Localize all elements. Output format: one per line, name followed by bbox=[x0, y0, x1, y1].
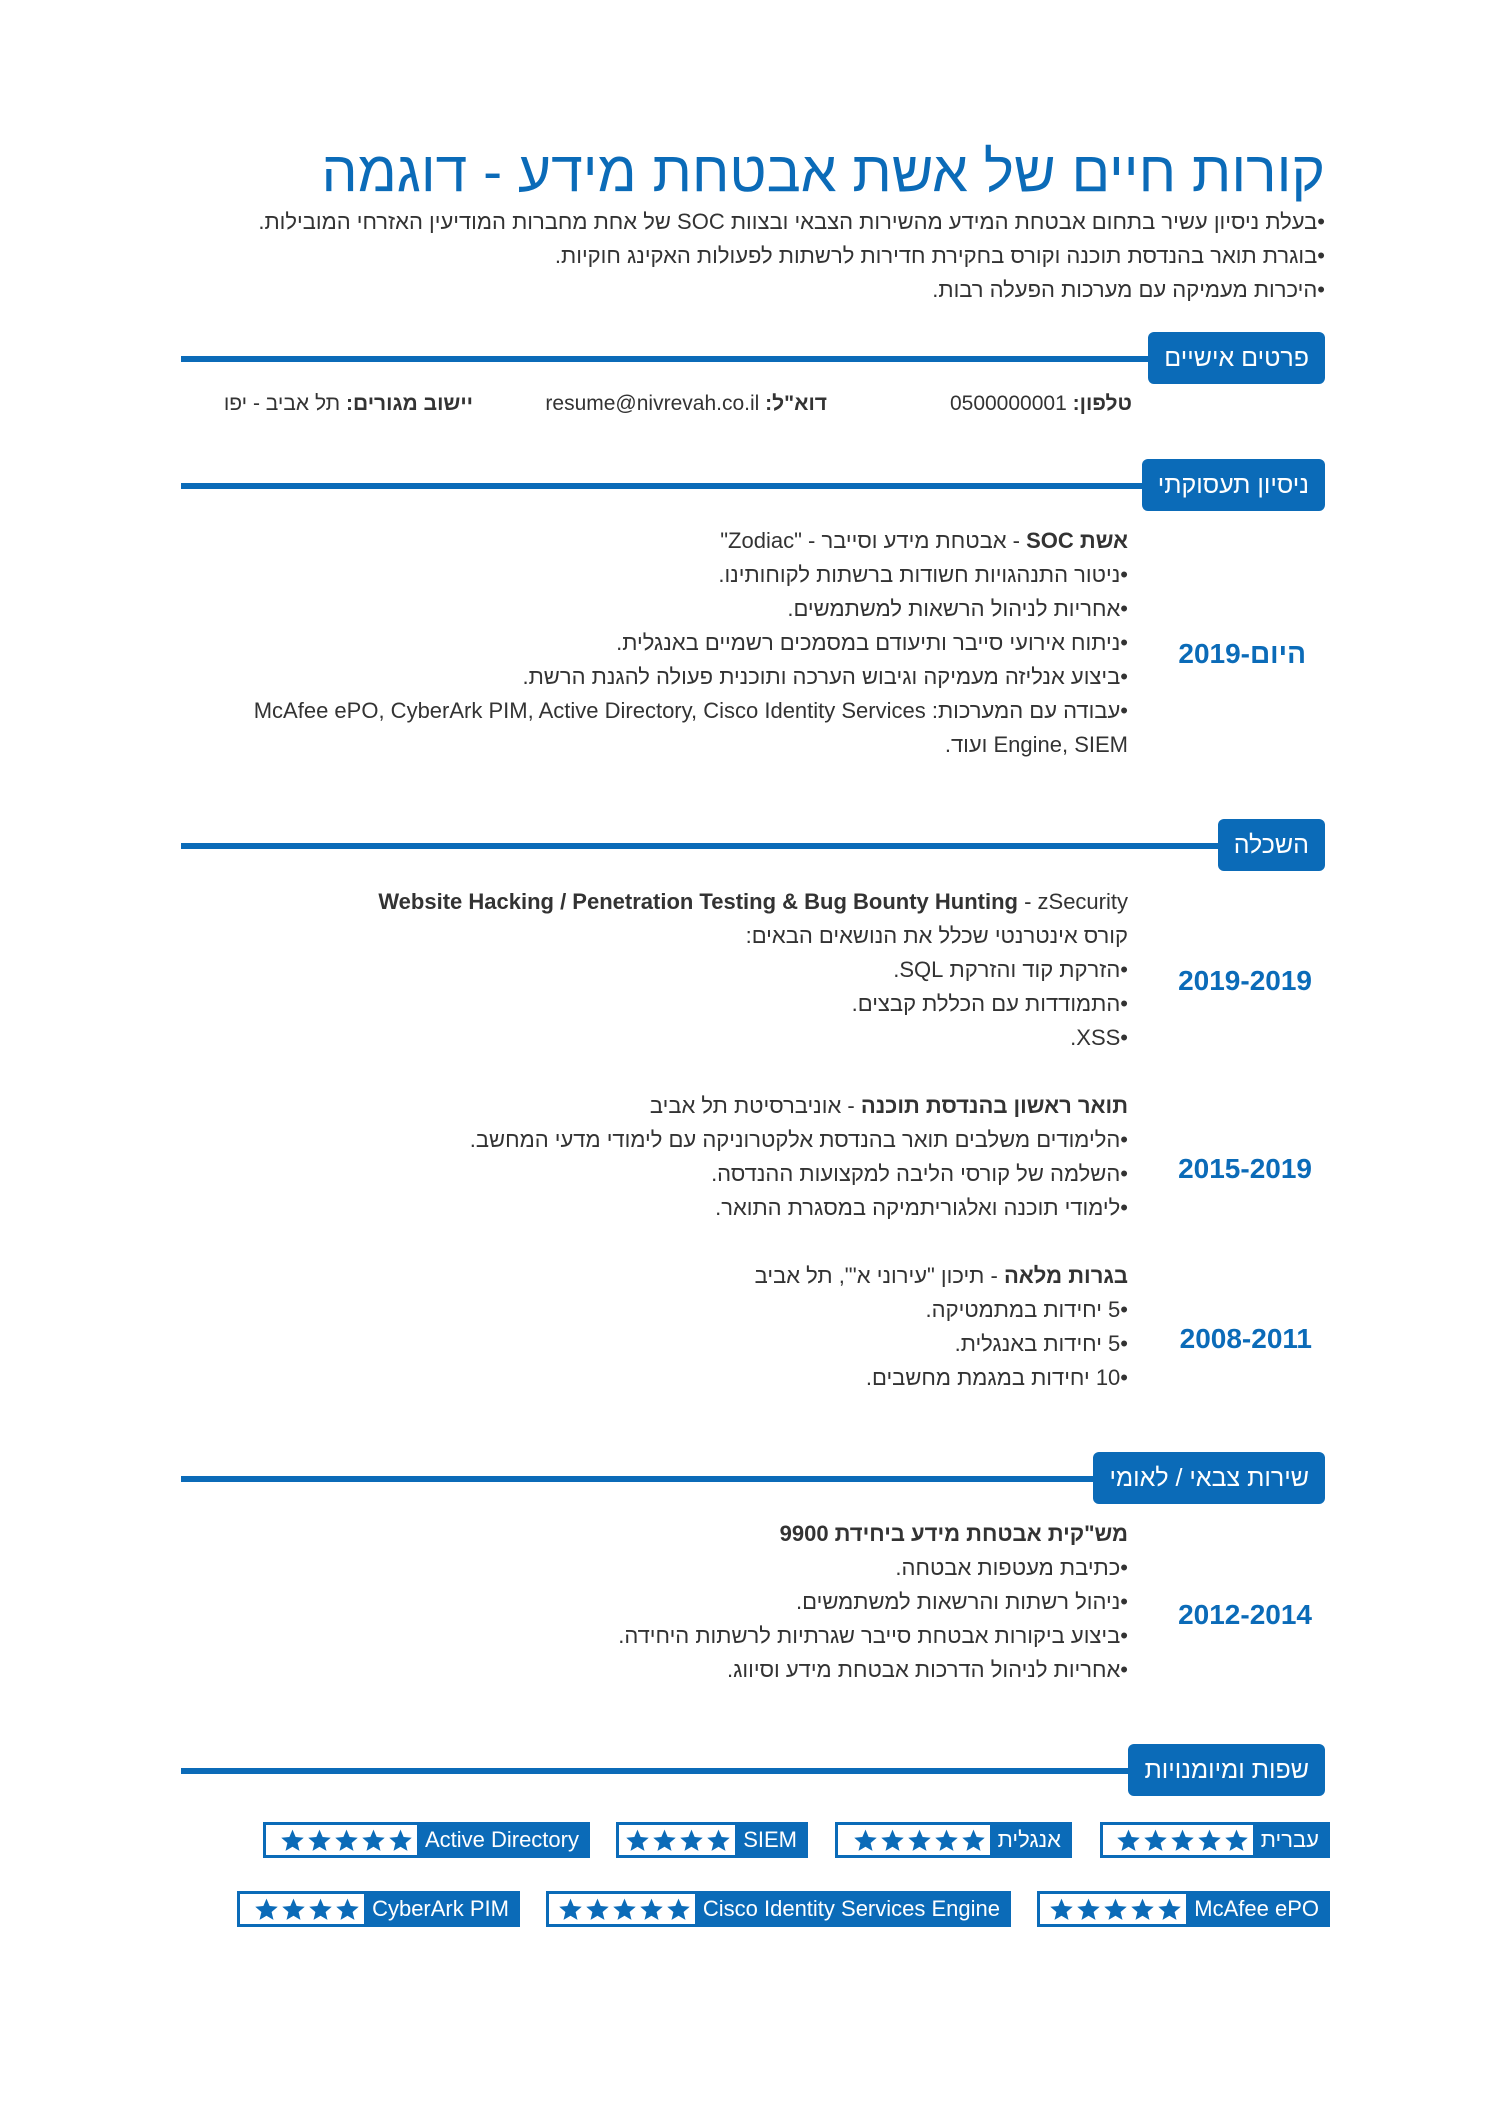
experience-bullet: Engine, SIEM ועוד. bbox=[944, 732, 1128, 757]
education-date: 2019-2019 bbox=[1178, 965, 1312, 996]
skill-stars bbox=[1045, 1894, 1186, 1924]
education-entry bbox=[228, 1259, 1128, 1395]
skill-stars bbox=[621, 1825, 735, 1855]
city-label: יישוב מגורים: bbox=[346, 392, 473, 415]
star-icon bbox=[612, 1897, 637, 1922]
section-header-military: שירות צבאי / לאומי bbox=[1093, 1452, 1325, 1504]
education-line: •השלמה של קורסי הליבה למקצועות ההנדסה. bbox=[711, 1161, 1128, 1186]
skill-label: עברית bbox=[1253, 1825, 1327, 1855]
skill-stars bbox=[276, 1825, 417, 1855]
education-institution: - zSecurity bbox=[1017, 889, 1128, 914]
military-role: מש"קית אבטחת מידע ביחידת 9900 bbox=[779, 1521, 1128, 1546]
skill-stars bbox=[554, 1894, 695, 1924]
section-header-skills: שפות ומיומנויות bbox=[1128, 1744, 1325, 1796]
military-date: 2012-2014 bbox=[1178, 1599, 1312, 1630]
experience-bullet: •אחריות לניהול הרשאות למשתמשים. bbox=[787, 596, 1128, 621]
role-company: - אבטחת מידע וסייבר - "Zodiac" bbox=[720, 528, 1027, 553]
star-icon bbox=[388, 1828, 413, 1853]
star-icon bbox=[254, 1897, 279, 1922]
skill-label: Active Directory bbox=[417, 1825, 587, 1855]
skill-badge bbox=[1037, 1891, 1330, 1927]
education-line: •XSS. bbox=[1070, 1025, 1128, 1050]
star-icon bbox=[307, 1828, 332, 1853]
skill-label: אנגלית bbox=[990, 1825, 1069, 1855]
star-icon bbox=[907, 1828, 932, 1853]
education-title-bold: תואר ראשון בהנדסת תוכנה bbox=[860, 1093, 1128, 1118]
star-icon bbox=[1157, 1897, 1182, 1922]
education-date: 2015-2019 bbox=[1178, 1153, 1312, 1184]
star-icon bbox=[934, 1828, 959, 1853]
skill-badge bbox=[835, 1822, 1072, 1858]
skill-badge bbox=[616, 1822, 808, 1858]
star-icon bbox=[334, 1828, 359, 1853]
education-title bbox=[228, 885, 1128, 919]
experience-date: 2019-היום bbox=[1178, 638, 1306, 669]
skill-label: McAfee ePO bbox=[1186, 1894, 1327, 1924]
star-icon bbox=[1076, 1897, 1101, 1922]
education-line: •לימודי תוכנה ואלגוריתמיקה במסגרת התואר. bbox=[715, 1195, 1128, 1220]
star-icon bbox=[1197, 1828, 1222, 1853]
military-entry bbox=[228, 1517, 1128, 1687]
military-bullet: •אחריות לניהול הדרכות אבטחת מידע וסיווג. bbox=[727, 1657, 1128, 1682]
education-line: קורס אינטרנטי שכלל את הנושאים הבאים: bbox=[745, 923, 1128, 948]
skill-label: Cisco Identity Services Engine bbox=[695, 1894, 1008, 1924]
military-bullet: •כתיבת מעטפות אבטחה. bbox=[895, 1555, 1128, 1580]
star-icon bbox=[1116, 1828, 1141, 1853]
skill-stars bbox=[250, 1894, 364, 1924]
star-icon bbox=[679, 1828, 704, 1853]
role-title: אשת SOC bbox=[1026, 528, 1128, 553]
education-date: 2008-2011 bbox=[1179, 1323, 1312, 1354]
city-value: תל אביב - יפו bbox=[223, 392, 341, 415]
military-bullet: •ניהול רשתות והרשאות למשתמשים. bbox=[796, 1589, 1128, 1614]
star-icon bbox=[361, 1828, 386, 1853]
contact-email bbox=[545, 392, 827, 416]
experience-entry bbox=[228, 524, 1128, 762]
education-institution: - תיכון "עירוני א'", תל אביב bbox=[754, 1263, 1004, 1288]
contact-phone bbox=[950, 392, 1132, 416]
skill-badge bbox=[1100, 1822, 1330, 1858]
education-title bbox=[228, 1259, 1128, 1293]
skill-label: SIEM bbox=[735, 1825, 805, 1855]
education-title-bold: בגרות מלאה bbox=[1003, 1263, 1128, 1288]
star-icon bbox=[880, 1828, 905, 1853]
star-icon bbox=[308, 1897, 333, 1922]
star-icon bbox=[639, 1897, 664, 1922]
star-icon bbox=[961, 1828, 986, 1853]
star-icon bbox=[666, 1897, 691, 1922]
star-icon bbox=[1143, 1828, 1168, 1853]
email-value: resume@nivrevah.co.il bbox=[545, 392, 760, 415]
email-label: דוא"ל: bbox=[765, 392, 827, 415]
skill-badge bbox=[546, 1891, 1011, 1927]
phone-label: טלפון: bbox=[1072, 392, 1132, 415]
section-header-personal: פרטים אישיים bbox=[1148, 332, 1325, 384]
experience-bullet: •ביצוע אנליזה מעמיקה וגיבוש הערכה ותוכנית פעולה להגנת הרשת. bbox=[522, 664, 1128, 689]
star-icon bbox=[1130, 1897, 1155, 1922]
star-icon bbox=[585, 1897, 610, 1922]
section-header-education: השכלה bbox=[1218, 819, 1325, 871]
star-icon bbox=[280, 1828, 305, 1853]
star-icon bbox=[706, 1828, 731, 1853]
star-icon bbox=[281, 1897, 306, 1922]
education-entry bbox=[228, 1089, 1128, 1225]
star-icon bbox=[1103, 1897, 1128, 1922]
skill-badge bbox=[237, 1891, 520, 1927]
contact-city bbox=[224, 392, 473, 416]
education-line: •5 יחידות במתמטיקה. bbox=[925, 1297, 1128, 1322]
star-icon bbox=[1224, 1828, 1249, 1853]
education-line: •10 יחידות במגמת מחשבים. bbox=[865, 1365, 1128, 1390]
education-entry bbox=[228, 885, 1128, 1055]
star-icon bbox=[558, 1897, 583, 1922]
education-title bbox=[228, 1089, 1128, 1123]
skill-label: CyberArk PIM bbox=[364, 1894, 517, 1924]
experience-bullet: •ניתוח אירועי סייבר ותיעודם במסמכים רשמיים באנגלית. bbox=[616, 630, 1128, 655]
summary bbox=[125, 205, 1325, 307]
experience-bullet: •עבודה עם המערכות: McAfee ePO, CyberArk PIM, Active Directory, Cisco Identity Services bbox=[253, 698, 1128, 723]
section-header-experience: ניסיון תעסוקתי bbox=[1142, 459, 1325, 511]
summary-line: •היכרות מעמיקה עם מערכות הפעלה רבות. bbox=[932, 277, 1325, 302]
experience-bullet: •ניטור התנהגויות חשודות ברשתות לקוחותינו. bbox=[718, 562, 1128, 587]
education-line: •הלימודים משלבים תואר בהנדסת אלקטרוניקה עם לימודי מדעי המחשב. bbox=[469, 1127, 1128, 1152]
education-institution: - אוניברסיטת תל אביב bbox=[649, 1093, 861, 1118]
education-title-bold: Website Hacking / Penetration Testing & Bug Bounty Hunting bbox=[378, 889, 1018, 914]
summary-line: •בוגרת תואר בהנדסת תוכנה וקורס בחקירת חדירות לרשתות לפעולות האקינג חוקיות. bbox=[554, 243, 1325, 268]
section-divider bbox=[181, 843, 1323, 849]
skill-stars bbox=[849, 1825, 990, 1855]
experience-role bbox=[228, 524, 1128, 558]
education-line: •הזרקת קוד והזרקת SQL. bbox=[893, 957, 1128, 982]
star-icon bbox=[853, 1828, 878, 1853]
page-title: קורות חיים של אשת אבטחת מידע - דוגמה bbox=[321, 140, 1325, 204]
summary-line: •בעלת ניסיון עשיר בתחום אבטחת המידע מהשירות הצבאי ובצוות SOC של אחת מחברות המודיעין האזרחי המובילות. bbox=[258, 209, 1325, 234]
star-icon bbox=[1049, 1897, 1074, 1922]
skill-stars bbox=[1112, 1825, 1253, 1855]
star-icon bbox=[335, 1897, 360, 1922]
military-bullet: •ביצוע ביקורות אבטחת סייבר שגרתיות לרשתות היחידה. bbox=[618, 1623, 1128, 1648]
star-icon bbox=[625, 1828, 650, 1853]
star-icon bbox=[1170, 1828, 1195, 1853]
star-icon bbox=[652, 1828, 677, 1853]
education-line: •התמודדות עם הכללת קבצים. bbox=[851, 991, 1128, 1016]
phone-value: 0500000001 bbox=[949, 392, 1067, 415]
education-line: •5 יחידות באנגלית. bbox=[954, 1331, 1128, 1356]
skill-badge bbox=[263, 1822, 590, 1858]
